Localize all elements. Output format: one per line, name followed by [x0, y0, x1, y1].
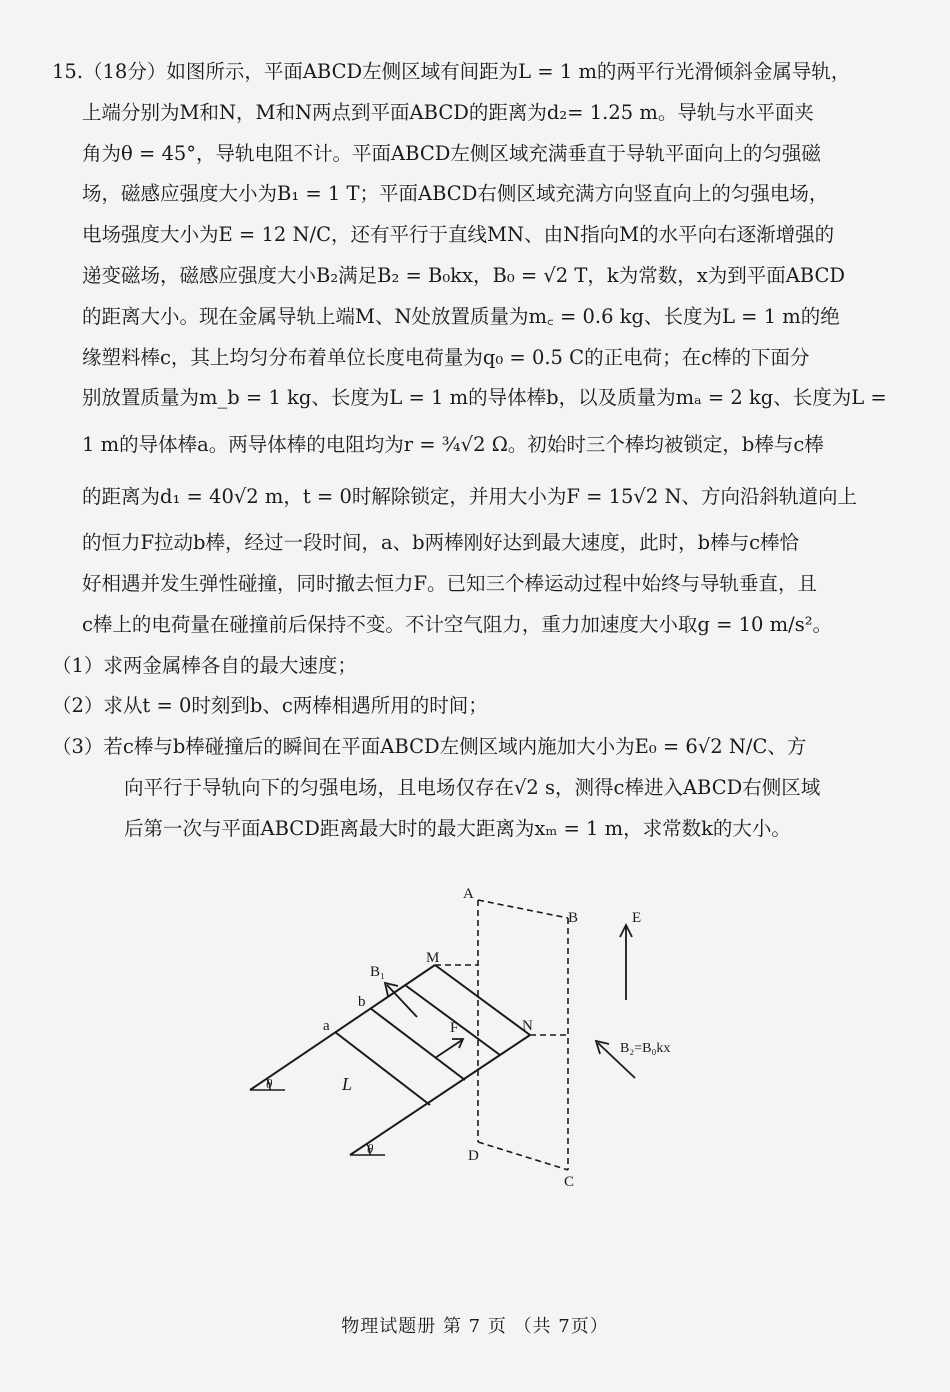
physics-diagram — [230, 880, 710, 1190]
sub-question-1: （1）求两金属棒各自的最大速度； — [52, 653, 357, 677]
label-c-corner: C — [564, 1174, 575, 1190]
f-arrow-line — [435, 1040, 462, 1058]
question-line: 电场强度大小为E = 12 N/C，还有平行于直线MN、由N指向M的水平向右逐渐增强的 — [82, 223, 835, 247]
question-15 — [52, 52, 902, 850]
sub-question-3-cont: 向平行于导轨向下的匀强电场，且电场仅存在√2 s，测得c棒进入ABCD右侧区域 — [124, 775, 821, 799]
label-a-corner: A — [463, 886, 474, 902]
label-n: N — [522, 1018, 533, 1034]
sub-question-2: （2）求从t = 0时刻到b、c两棒相遇所用的时间； — [52, 694, 488, 718]
label-d-corner: D — [468, 1148, 479, 1164]
question-line: 别放置质量为m_b = 1 kg、长度为L = 1 m的导体棒b，以及质量为mₐ = 2 kg、长度为L = — [82, 386, 887, 410]
sub-question-3: （3）若c棒与b棒碰撞后的瞬间在平面ABCD左侧区域内施加大小为E₀ = 6√2 N/C、方 — [52, 735, 807, 759]
question-line: 15.（18分）如图所示，平面ABCD左侧区域有间距为L = 1 m的两平行光滑倾斜金属导轨， — [52, 60, 851, 83]
label-l: L — [342, 1074, 353, 1094]
question-line: 的距离为d₁ = 40√2 m，t = 0时解除锁定，并用大小为F = 15√2 N、方向沿斜轨道向上 — [82, 485, 858, 509]
question-line: 1 m的导体棒a。两导体棒的电阻均为r = ¾√2 Ω。初始时三个棒均被锁定，b棒与c棒 — [82, 433, 824, 457]
question-line: 上端分别为M和N，M和N两点到平面ABCD的距离为d₂= 1.25 m。导轨与水平面夹 — [82, 100, 814, 124]
label-b-corner: B — [568, 910, 579, 926]
label-m: M — [426, 950, 440, 966]
rail-lower — [350, 1035, 530, 1155]
page-footer: 物理试题册 第 7 页 （共 7页） — [341, 1316, 609, 1337]
question-line: 的距离大小。现在金属导轨上端M、N处放置质量为m꜀ = 0.6 kg、长度为L = 1 m的绝 — [82, 304, 840, 328]
question-line: 场，磁感应强度大小为B₁ = 1 T；平面ABCD右侧区域充满方向竖直向上的匀强电场， — [82, 182, 829, 206]
label-rod-a: a — [323, 1018, 330, 1034]
label-f: F — [450, 1020, 459, 1036]
question-line: c棒上的电荷量在碰撞前后保持不变。不计空气阻力，重力加速度大小取g = 10 m/s²。 — [82, 612, 833, 636]
rail-upper — [250, 965, 435, 1090]
label-rod-b: b — [358, 994, 366, 1010]
sub-question-3-cont: 后第一次与平面ABCD距离最大时的最大距离为xₘ = 1 m，求常数k的大小。 — [124, 816, 791, 840]
question-line: 角为θ = 45°，导轨电阻不计。平面ABCD左侧区域充满垂直于导轨平面向上的匀强磁 — [82, 141, 821, 165]
label-b1: B₁ — [370, 964, 386, 980]
question-line: 递变磁场，磁感应强度大小B₂满足B₂ = B₀kx，B₀ = √2 T，k为常数，x为到平面ABCD — [82, 263, 846, 287]
label-theta-2: θ — [367, 1141, 374, 1156]
question-line: 好相遇并发生弹性碰撞，同时撤去恒力F。已知三个棒运动过程中始终与导轨垂直，且 — [82, 571, 818, 595]
label-theta-1: θ — [266, 1076, 273, 1091]
label-b2-formula: B₂=B₀kx — [620, 1041, 671, 1056]
question-line: 缘塑料棒c，其上均匀分布着单位长度电荷量为q₀ = 0.5 C的正电荷；在c棒的下面分 — [82, 345, 810, 369]
plane-edge-dc — [478, 1142, 568, 1170]
label-e: E — [632, 910, 642, 926]
plane-edge-ab — [478, 900, 568, 918]
question-line: 的恒力F拉动b棒，经过一段时间，a、b两棒刚好达到最大速度，此时，b棒与c棒恰 — [82, 531, 800, 555]
